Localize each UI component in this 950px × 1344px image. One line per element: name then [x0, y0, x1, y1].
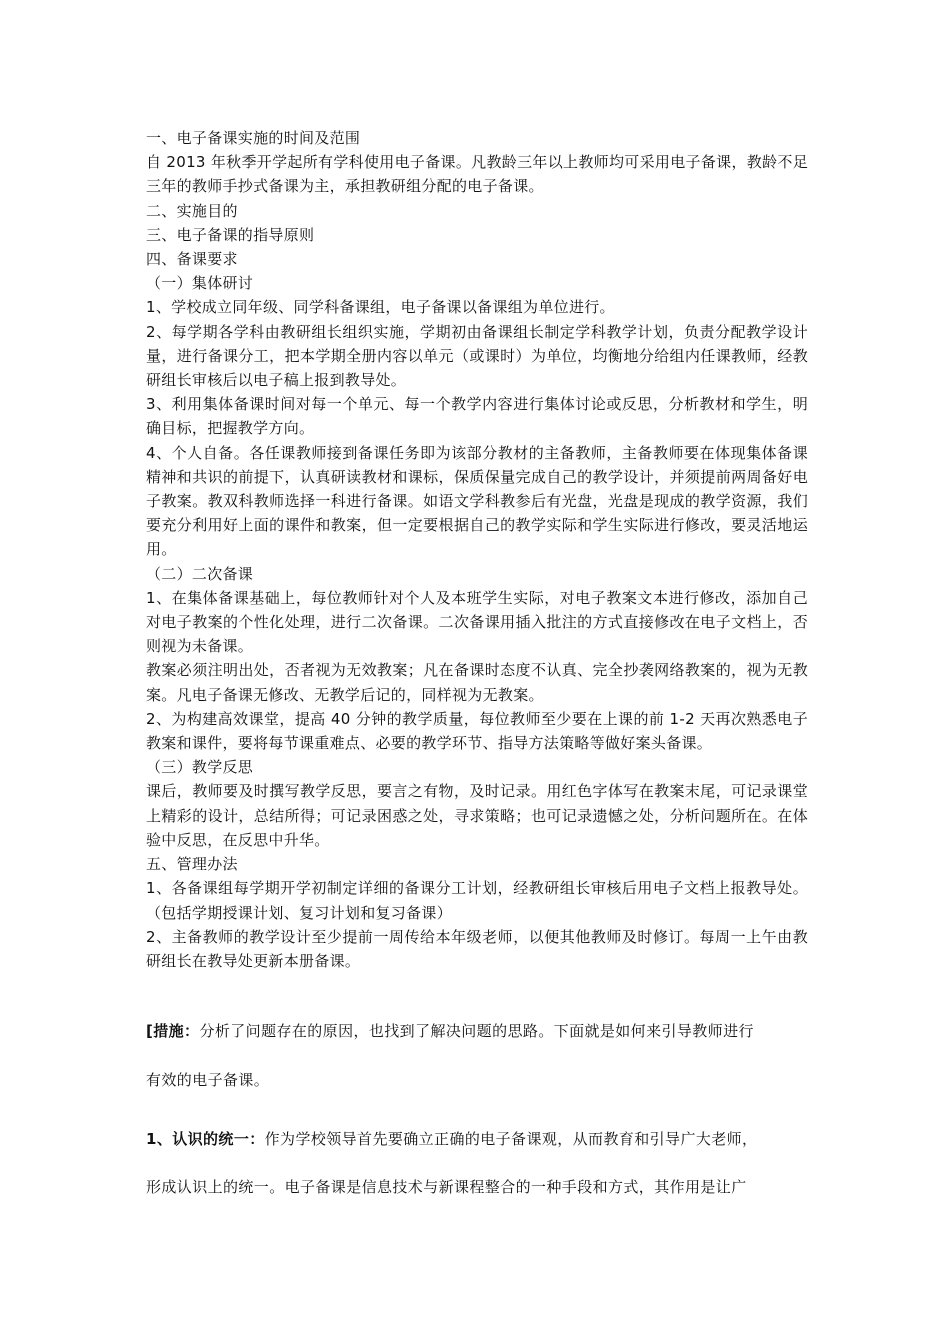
- paragraph: 课后，教师要及时撰写教学反思，要言之有物，及时记录。用红色字体写在教案末尾，可记录课堂上精彩的设计，总结所得；可记录困惑之处，寻求策略；也可记录遗憾之处，分析问题所在。在体验中反思，在反思中升华。: [146, 782, 808, 849]
- paragraph: 1、各备课组每学期开学初制定详细的备课分工计划，经教研组长审核后用电子文档上报教导处。（包括学期授课计划、复习计划和复习备课）: [146, 879, 808, 922]
- paragraph: 自 2013 年秋季开学起所有学科使用电子备课。凡教龄三年以上教师均可采用电子备课，教龄不足三年的教师手抄式备课为主，承担教研组分配的电子备课。: [146, 153, 808, 196]
- unity-text-1: 作为学校领导首先要确立正确的电子备课观，从而教育和引导广大老师，: [264, 1130, 758, 1148]
- measures-block-cont: [146, 1068, 808, 1092]
- paragraph: 2、每学期各学科由教研组长组织实施，学期初由备课组长制定学科教学计划，负责分配教学设计量，进行备课分工，把本学期全册内容以单元（或课时）为单位，均衡地分给组内任课教师，经教研组长审核后以电子稿上报到教导处。: [146, 322, 808, 390]
- measures-block: [146, 1019, 808, 1043]
- subsection-heading-1: （一）集体研讨: [146, 274, 254, 293]
- paragraph: 3、利用集体备课时间对每一个单元、每一个教学内容进行集体讨论或反思，分析教材和学生，明确目标，把握教学方向。: [146, 395, 808, 438]
- paragraph: 1、在集体备课基础上，每位教师针对个人及本班学生实际，对电子教案文本进行修改，添加自己对电子教案的个性化处理，进行二次备课。二次备课用插入批注的方式直接修改在电子文档上，否则视为未备课。: [146, 588, 808, 656]
- unity-block-cont: [146, 1175, 808, 1199]
- measures-text-1: 分析了问题存在的原因，也找到了解决问题的思路。下面就是如何来引导教师进行: [199, 1022, 754, 1040]
- subsection-heading-3: （三）教学反思: [146, 758, 254, 777]
- paragraph: 4、个人自备。各任课教师接到备课任务即为该部分教材的主备教师，主备教师要在体现集体备课精神和共识的前提下，认真研读教材和课标，保质保量完成自己的教学设计，并须提前两周备好电子教案。教双科教师选择一科进行备课。如语文学科教参后有光盘，光盘是现成的教学资源，我们要充分利用好上面的课件和教案，但一定要根据自己的教学实际和学生实际进行修改，要灵活地运用。: [146, 443, 808, 559]
- unity-line-2: 形成认识上的统一。电子备课是信息技术与新课程整合的一种手段和方式，其作用是让广: [146, 1178, 747, 1196]
- paragraph: 1、学校成立同年级、同学科备课组，电子备课以备课组为单位进行。: [146, 298, 615, 317]
- section-heading-1: 一、电子备课实施的时间及范围: [146, 129, 361, 147]
- paragraph: 2、主备教师的教学设计至少提前一周传给本年级老师，以便其他教师及时修订。每周一上午由教研组长在教导处更新本册备课。: [146, 927, 808, 970]
- section-heading-4: 四、备课要求: [146, 250, 238, 269]
- unity-line-1: [146, 1127, 808, 1151]
- measures-line-1: [146, 1019, 808, 1043]
- unity-block: [146, 1127, 808, 1151]
- measures-line-2: 有效的电子备课。: [146, 1071, 270, 1089]
- subsection-heading-2: （二）二次备课: [146, 564, 254, 583]
- section-heading-3: 三、电子备课的指导原则: [146, 225, 315, 244]
- paragraph: 教案必须注明出处，否者视为无效教案；凡在备课时态度不认真、完全抄袭网络教案的，视为无教案。凡电子备课无修改、无教学后记的，同样视为无教案。: [146, 661, 808, 704]
- section-heading-5: 五、管理办法: [146, 855, 238, 874]
- document-body: [146, 126, 808, 973]
- unity-label: 1、认识的统一：: [146, 1130, 265, 1148]
- paragraph: 2、为构建高效课堂，提高 40 分钟的教学质量，每位教师至少要在上课的前 1-2 天再次熟悉电子教案和课件，要将每节课重难点、必要的教学环节、指导方法策略等做好案头备课。: [146, 709, 808, 753]
- section-heading-2: 二、实施目的: [146, 201, 238, 220]
- measures-label: [措施：: [146, 1022, 200, 1040]
